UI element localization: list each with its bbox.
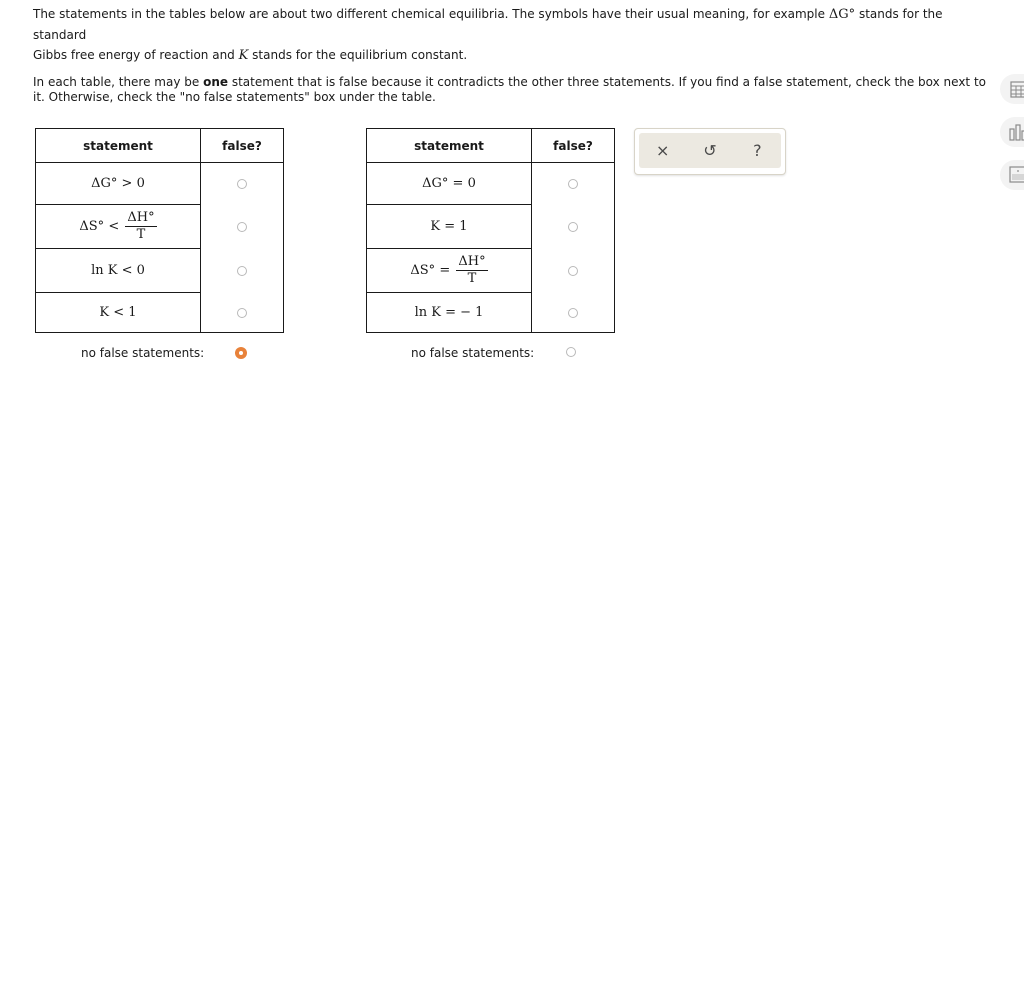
intro-bold-one: one [203,75,229,89]
periodic-table-icon [1000,160,1024,190]
table1-no-false-label: no false statements: [81,346,205,360]
instructions [33,4,988,105]
table1-statement-3: ln K < 0 [36,249,201,293]
table2-statement-4: ln K = − 1 [367,293,532,333]
fraction [456,255,487,286]
table2-false-radio-4[interactable] [568,308,578,318]
bar-chart-icon [1000,117,1024,147]
table2-statement-3 [367,249,532,293]
table1-statement-1: ΔG° > 0 [36,163,201,205]
table1-false-radio-3[interactable] [237,266,247,276]
statement-header: statement [367,129,532,163]
table1-statement-4: K < 1 [36,293,201,333]
statements-table-2 [366,128,615,333]
toolbox-buttons [639,133,781,168]
table1-false-radio-1[interactable] [237,179,247,189]
table2-statement-3-prefix: ΔS° = [410,263,451,278]
table1-false-radio-2[interactable] [237,222,247,232]
table2-no-false-radio[interactable] [566,347,576,357]
calculator-icon [1000,74,1024,104]
fraction-numerator: ΔH° [127,210,155,225]
table1-statement-2-prefix: ΔS° < [79,219,120,234]
table1-statement-2 [36,205,201,249]
intro-text-1a: The statements in the tables below are about two different chemical equilibria. The symbols have their usual meaning, for example [33,7,829,21]
data-tool[interactable] [1000,117,1024,147]
table2-false-radio-2[interactable] [568,222,578,232]
intro-text-3b: statement that is false because it contradicts the other three statements. If you find a false statement, check the box next to it. Otherwise, check the "no false statements" box under the table. [33,75,986,104]
instructions-paragraph-1 [33,4,988,66]
intro-text-1b: stands for the standard [33,7,943,42]
statement-header: statement [36,129,201,163]
delta-g-symbol: ΔG° [828,7,856,22]
table2-false-radio-1[interactable] [568,179,578,189]
false-header: false? [532,129,615,163]
answer-toolbox [634,128,786,175]
fraction-numerator: ΔH° [458,254,486,269]
table1-no-false-radio[interactable] [235,347,247,359]
instructions-paragraph-2 [33,75,988,105]
intro-text-2b: stands for the equilibrium constant. [248,48,468,62]
undo-icon[interactable]: ↺ [703,141,717,160]
table2-false-radio-3[interactable] [568,266,578,276]
close-icon[interactable]: × [655,141,670,160]
intro-text-3a: In each table, there may be [33,75,204,89]
calculator-tool[interactable] [1000,74,1024,104]
table2-no-false-label: no false statements: [411,346,535,360]
fraction-denominator: T [467,271,477,286]
table2-statement-2: K = 1 [367,205,532,249]
false-header: false? [201,129,284,163]
k-symbol: K [238,48,249,63]
intro-text-2a: Gibbs free energy of reaction and [33,48,239,62]
fraction-denominator: T [136,227,146,242]
periodic-table-tool[interactable] [1000,160,1024,190]
statements-table-1 [35,128,284,333]
fraction [125,211,156,242]
table1-false-radio-4[interactable] [237,308,247,318]
table2-statement-1: ΔG° = 0 [367,163,532,205]
help-icon[interactable]: ? [753,141,762,160]
